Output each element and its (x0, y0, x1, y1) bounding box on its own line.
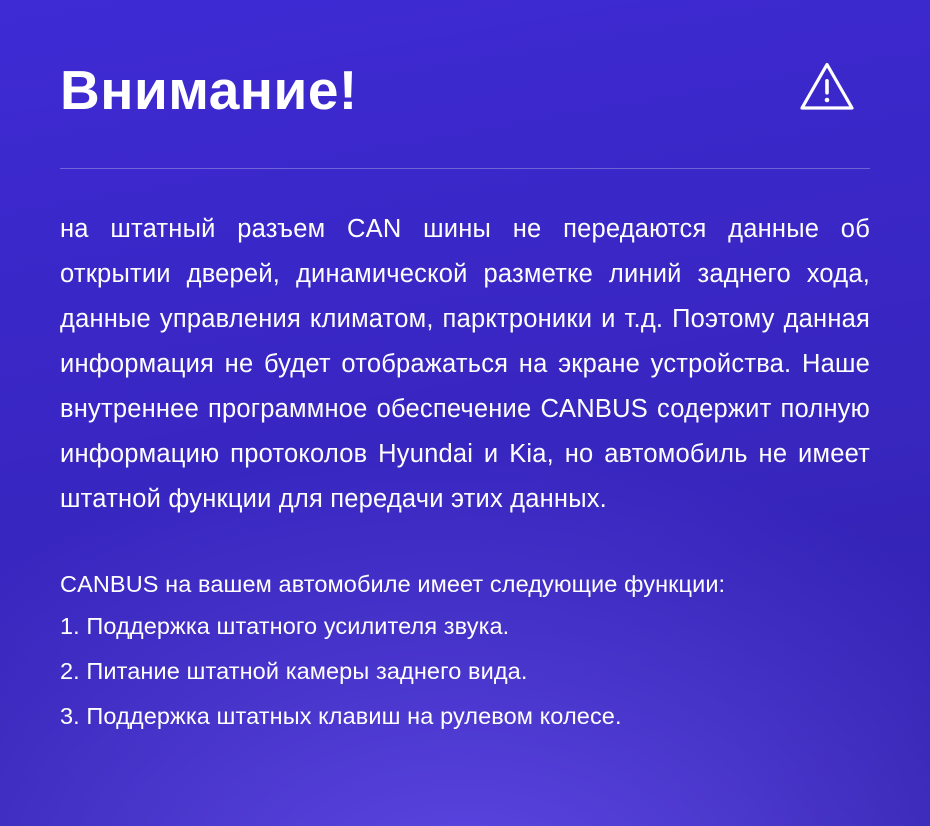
page-title: Внимание! (60, 59, 358, 121)
list-item: 3. Поддержка штатных клавиш на рулевом колесе. (60, 702, 622, 729)
functions-list-section (60, 564, 870, 739)
poster-header (60, 52, 870, 120)
body-paragraph: на штатный разъем CAN шины не передаются данные об открытии дверей, динамической разметке линий заднего хода, данные управления климатом, парктроники и т.д. Поэтому данная информация не будет отображаться на экране устройства. Наше внутреннее программное обеспечение CANBUS содержит полную информацию протоколов Hyundai и Kia, но автомобиль не имеет штатной функции для передачи этих данных. (60, 214, 870, 513)
functions-list-intro: CANBUS на вашем автомобиле имеет следующие функции: (60, 570, 726, 597)
header-divider (60, 168, 870, 169)
list-item: 2. Питание штатной камеры заднего вида. (60, 657, 528, 684)
warning-triangle-icon (798, 60, 856, 119)
list-item: 1. Поддержка штатного усилителя звука. (60, 612, 510, 639)
